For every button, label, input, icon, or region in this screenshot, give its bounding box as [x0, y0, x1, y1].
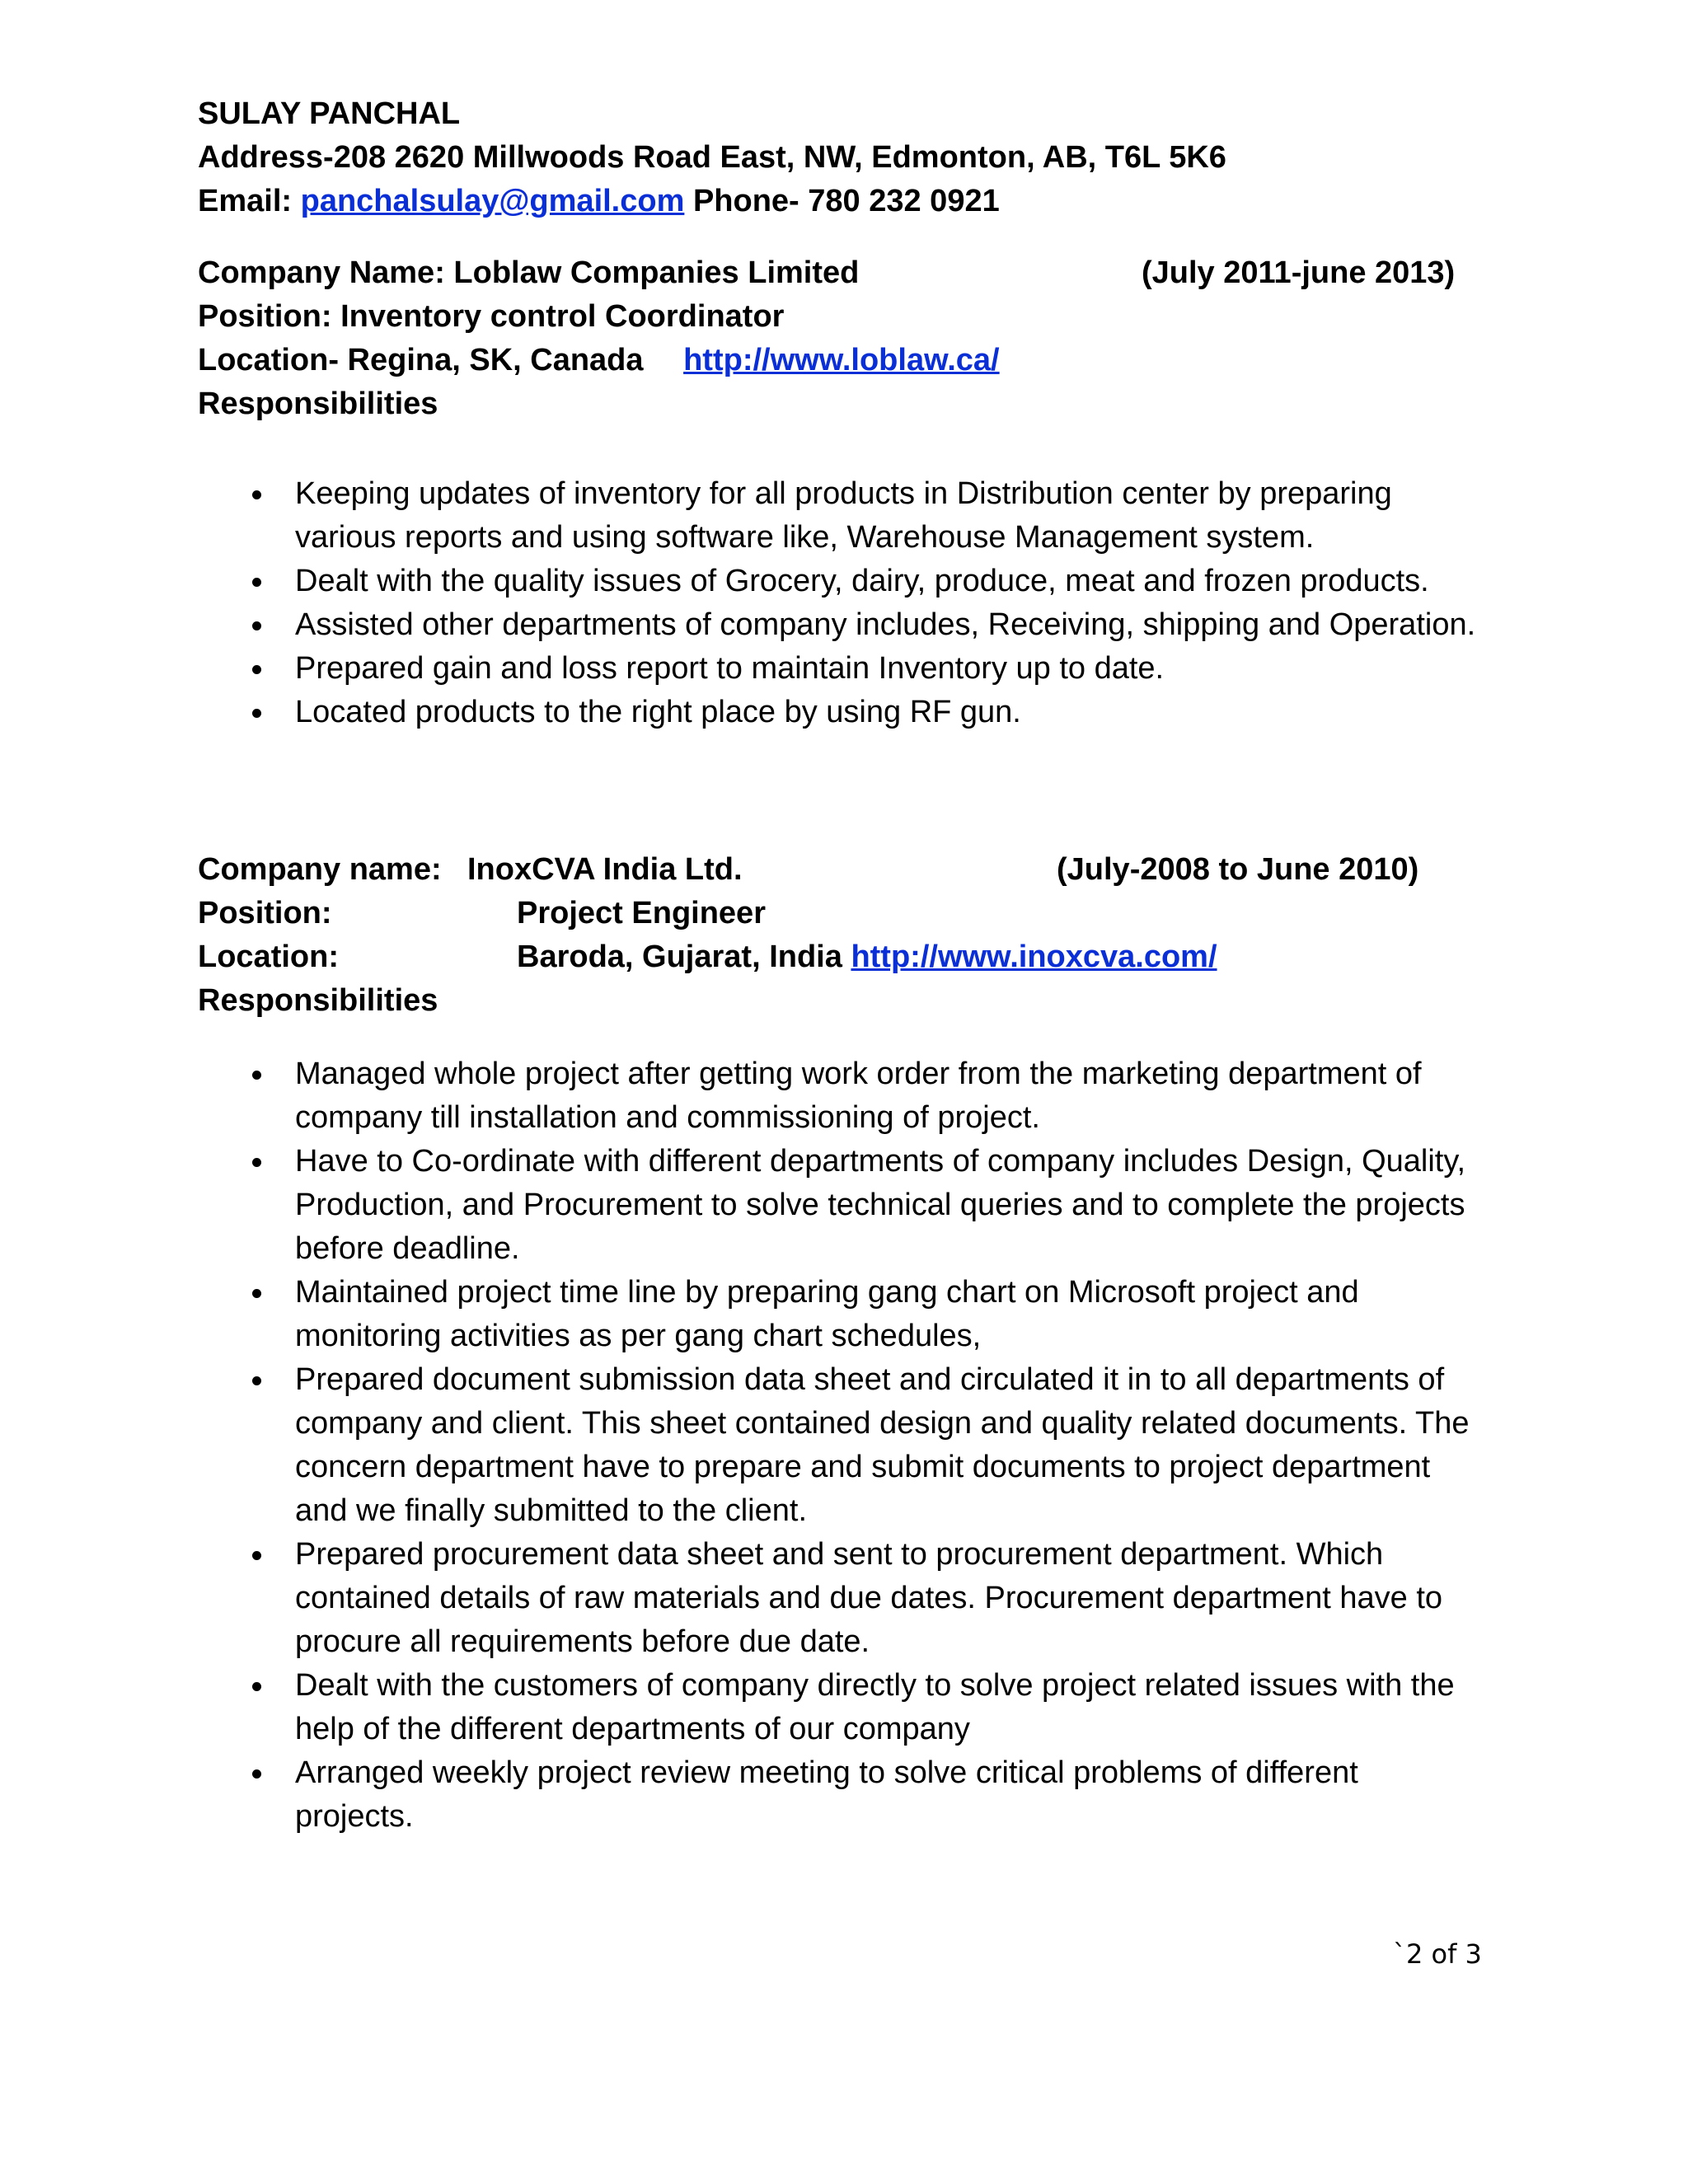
job2-website-link[interactable]: http://www.inoxcva.com/	[851, 940, 1217, 974]
bullet-icon	[252, 1158, 261, 1167]
bullet-icon	[252, 621, 261, 630]
bullet-icon	[252, 1551, 261, 1560]
list-item: Prepared procurement data sheet and sent to procurement department. Which contained details of raw materials and due dates. Procurement department have to procure all requirements before due date.	[198, 1533, 1484, 1664]
job1-company-row	[198, 251, 1484, 295]
bullet-icon	[252, 1071, 261, 1080]
job-inoxcva	[198, 848, 1484, 1839]
job1-location-row	[198, 339, 1484, 382]
bullet-icon	[252, 490, 261, 499]
list-item: Prepared document submission data sheet and circulated it in to all departments of company and client. This sheet contained design and quality related documents. The concern department have to prepare and submit documents to project department and we finally submitted to the client.	[198, 1358, 1484, 1533]
job2-position-row	[198, 892, 1484, 935]
list-item: Keeping updates of inventory for all products in Distribution center by preparing various reports and using software like, Warehouse Management system.	[198, 472, 1484, 560]
job2-responsibilities-list	[198, 1052, 1484, 1839]
job1-website-link[interactable]: http://www.loblaw.ca/	[683, 343, 1000, 377]
list-item: Assisted other departments of company includes, Receiving, shipping and Operation.	[198, 603, 1484, 647]
resume-page	[198, 92, 1484, 1839]
contact-line	[198, 180, 1484, 223]
phone-number: Phone- 780 232 0921	[692, 184, 1000, 218]
list-item: Maintained project time line by preparing gang chart on Microsoft project and monitoring activities as per gang chart schedules,	[198, 1271, 1484, 1358]
email-label: Email:	[198, 184, 293, 218]
candidate-name: SULAY PANCHAL	[198, 96, 461, 131]
bullet-icon	[252, 1289, 261, 1298]
bullet-icon	[252, 1376, 261, 1385]
list-item: Arranged weekly project review meeting to solve critical problems of different projects.	[198, 1751, 1484, 1839]
job1-company: Company Name: Loblaw Companies Limited	[198, 255, 860, 290]
job2-company-label: Company name:	[198, 852, 442, 887]
job2-company: InoxCVA India Ltd.	[467, 852, 743, 887]
job1-responsibilities-list	[198, 472, 1484, 734]
job1-location: Location- Regina, SK, Canada	[198, 343, 644, 377]
list-item: Dealt with the customers of company directly to solve project related issues with the help of the different departments of our company	[198, 1664, 1484, 1751]
job2-location-row	[198, 935, 1484, 979]
page-number: `2 of 3	[1393, 1938, 1482, 1970]
job2-position-label: Position:	[198, 896, 332, 930]
list-item: Dealt with the quality issues of Grocery, dairy, produce, meat and frozen products.	[198, 560, 1484, 603]
job2-location: Baroda, Gujarat, India	[517, 940, 842, 974]
job-loblaw	[198, 251, 1484, 734]
job2-responsibilities-heading: Responsibilities	[198, 983, 438, 1018]
bullet-icon	[252, 1769, 261, 1779]
list-item: Managed whole project after getting work order from the marketing department of company till installation and commissioning of project.	[198, 1052, 1484, 1140]
job1-position: Position: Inventory control Coordinator	[198, 299, 785, 334]
job2-location-label: Location:	[198, 940, 339, 974]
job2-dates: (July-2008 to June 2010)	[1057, 852, 1419, 887]
job2-position: Project Engineer	[517, 896, 766, 930]
job1-dates: (July 2011-june 2013)	[1142, 255, 1456, 290]
job2-company-row	[198, 848, 1484, 892]
email-link[interactable]: panchalsulay@gmail.com	[300, 184, 685, 218]
list-item: Prepared gain and loss report to maintain Inventory up to date.	[198, 647, 1484, 691]
list-item: Located products to the right place by using RF gun.	[198, 691, 1484, 734]
job1-responsibilities-heading: Responsibilities	[198, 387, 438, 421]
candidate-address: Address-208 2620 Millwoods Road East, NW, Edmonton, AB, T6L 5K6	[198, 140, 1226, 175]
list-item: Have to Co-ordinate with different departments of company includes Design, Quality, Production, and Procurement to solve technical queries and to complete the projects before deadline.	[198, 1140, 1484, 1271]
bullet-icon	[252, 709, 261, 718]
bullet-icon	[252, 1682, 261, 1691]
bullet-icon	[252, 578, 261, 587]
bullet-icon	[252, 665, 261, 674]
